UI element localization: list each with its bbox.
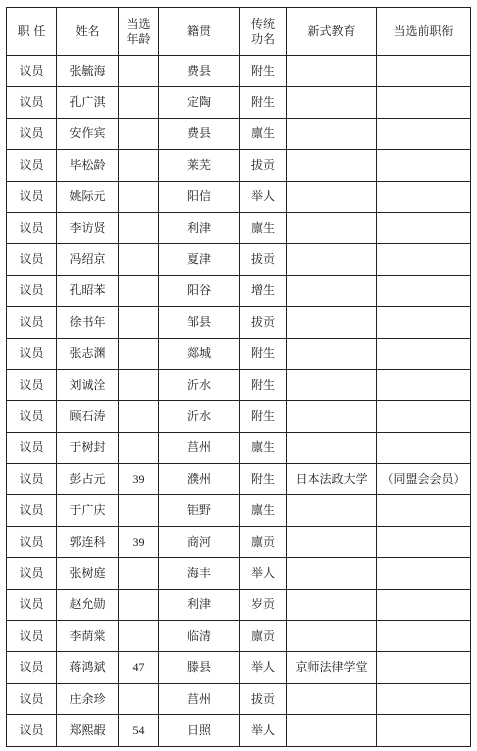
cell-traditional-degree: 拔贡 (240, 307, 287, 338)
header-name-text: 姓名 (75, 24, 100, 38)
header-modern-education-text: 新式教育 (307, 24, 356, 38)
cell-name: 安作宾 (57, 118, 119, 149)
cell-name: 刘诚洤 (57, 369, 119, 400)
cell-traditional-degree: 附生 (240, 56, 287, 87)
cell-prior-title (377, 589, 471, 620)
cell-name: 姚际元 (57, 181, 119, 212)
table-row (7, 558, 471, 589)
cell-name: 赵允勋 (57, 589, 119, 620)
cell-age (119, 87, 159, 118)
cell-age (119, 432, 159, 463)
cell-name: 顾石涛 (57, 401, 119, 432)
cell-position: 议员 (7, 369, 57, 400)
cell-position: 议员 (7, 464, 57, 495)
cell-prior-title (377, 401, 471, 432)
cell-age (119, 621, 159, 652)
cell-traditional-degree: 增生 (240, 275, 287, 306)
cell-native-place: 莒州 (159, 432, 240, 463)
cell-modern-education (287, 87, 377, 118)
cell-age (119, 495, 159, 526)
cell-position: 议员 (7, 495, 57, 526)
cell-prior-title (377, 558, 471, 589)
cell-age: 39 (119, 464, 159, 495)
cell-name: 毕松龄 (57, 150, 119, 181)
cell-native-place: 钜野 (159, 495, 240, 526)
cell-traditional-degree: 举人 (240, 652, 287, 683)
cell-prior-title (377, 338, 471, 369)
cell-age (119, 118, 159, 149)
cell-position: 议员 (7, 244, 57, 275)
table-row (7, 683, 471, 714)
cell-position: 议员 (7, 118, 57, 149)
cell-traditional-degree: 廪生 (240, 432, 287, 463)
cell-modern-education (287, 56, 377, 87)
cell-prior-title (377, 683, 471, 714)
cell-modern-education (287, 558, 377, 589)
cell-position: 议员 (7, 87, 57, 118)
cell-position: 议员 (7, 683, 57, 714)
cell-native-place: 邹县 (159, 307, 240, 338)
members-table (6, 7, 471, 747)
cell-name: 蒋鸿斌 (57, 652, 119, 683)
cell-prior-title (377, 212, 471, 243)
cell-native-place: 沂水 (159, 401, 240, 432)
cell-name: 冯绍京 (57, 244, 119, 275)
cell-position: 议员 (7, 307, 57, 338)
cell-position: 议员 (7, 150, 57, 181)
cell-modern-education (287, 683, 377, 714)
cell-age (119, 150, 159, 181)
header-traditional-degree (240, 8, 287, 56)
cell-age (119, 369, 159, 400)
document-page (6, 7, 471, 747)
cell-name: 张志渊 (57, 338, 119, 369)
cell-traditional-degree: 举人 (240, 715, 287, 746)
table-row (7, 56, 471, 87)
cell-prior-title (377, 275, 471, 306)
cell-native-place: 濮州 (159, 464, 240, 495)
table-header (7, 8, 471, 56)
table-row (7, 118, 471, 149)
table-row (7, 307, 471, 338)
cell-traditional-degree: 拔贡 (240, 244, 287, 275)
cell-modern-education (287, 589, 377, 620)
cell-name: 张树庭 (57, 558, 119, 589)
cell-name: 于广庆 (57, 495, 119, 526)
cell-prior-title (377, 150, 471, 181)
cell-prior-title (377, 118, 471, 149)
cell-age (119, 338, 159, 369)
table-row (7, 275, 471, 306)
cell-name: 郑熙嘏 (57, 715, 119, 746)
cell-age (119, 56, 159, 87)
cell-age (119, 401, 159, 432)
cell-native-place: 海丰 (159, 558, 240, 589)
cell-modern-education: 日本法政大学 (287, 464, 377, 495)
table-row (7, 495, 471, 526)
cell-position: 议员 (7, 212, 57, 243)
cell-traditional-degree: 附生 (240, 369, 287, 400)
cell-traditional-degree: 廪贡 (240, 526, 287, 557)
cell-age (119, 589, 159, 620)
cell-traditional-degree: 廪贡 (240, 621, 287, 652)
cell-name: 庄余珍 (57, 683, 119, 714)
cell-age (119, 307, 159, 338)
cell-native-place: 费县 (159, 118, 240, 149)
cell-native-place: 滕县 (159, 652, 240, 683)
cell-position: 议员 (7, 526, 57, 557)
header-row (7, 8, 471, 56)
table-row (7, 621, 471, 652)
table-row (7, 87, 471, 118)
cell-position: 议员 (7, 275, 57, 306)
cell-native-place: 商河 (159, 526, 240, 557)
cell-name: 孔广淇 (57, 87, 119, 118)
header-age-text: 年龄 (126, 31, 151, 46)
cell-position: 议员 (7, 621, 57, 652)
cell-name: 徐书年 (57, 307, 119, 338)
cell-name: 李荫棠 (57, 621, 119, 652)
cell-modern-education (287, 369, 377, 400)
cell-native-place: 定陶 (159, 87, 240, 118)
header-native-place-text: 籍贯 (186, 24, 211, 38)
cell-age: 54 (119, 715, 159, 746)
cell-modern-education (287, 338, 377, 369)
header-position-text: 职 任 (17, 24, 46, 38)
cell-native-place: 郯城 (159, 338, 240, 369)
cell-modern-education (287, 244, 377, 275)
cell-native-place: 临清 (159, 621, 240, 652)
cell-traditional-degree: 廪生 (240, 212, 287, 243)
cell-native-place: 日照 (159, 715, 240, 746)
table-row (7, 212, 471, 243)
cell-position: 议员 (7, 401, 57, 432)
cell-native-place: 莱芜 (159, 150, 240, 181)
table-row (7, 338, 471, 369)
cell-traditional-degree: 拔贡 (240, 150, 287, 181)
header-age-text: 当选 (126, 16, 151, 31)
cell-modern-education (287, 212, 377, 243)
table-body (7, 56, 471, 747)
table-row (7, 401, 471, 432)
cell-modern-education (287, 495, 377, 526)
cell-age (119, 275, 159, 306)
cell-position: 议员 (7, 432, 57, 463)
cell-prior-title (377, 715, 471, 746)
cell-traditional-degree: 廪生 (240, 118, 287, 149)
cell-prior-title (377, 526, 471, 557)
cell-age (119, 244, 159, 275)
cell-modern-education (287, 621, 377, 652)
header-traditional-degree-text: 功名 (250, 31, 275, 46)
table-row (7, 150, 471, 181)
cell-traditional-degree: 举人 (240, 181, 287, 212)
cell-native-place: 夏津 (159, 244, 240, 275)
cell-traditional-degree: 附生 (240, 401, 287, 432)
cell-modern-education (287, 715, 377, 746)
table-row (7, 432, 471, 463)
cell-position: 议员 (7, 715, 57, 746)
table-row (7, 464, 471, 495)
cell-modern-education (287, 275, 377, 306)
cell-prior-title (377, 244, 471, 275)
cell-age (119, 683, 159, 714)
cell-traditional-degree: 附生 (240, 87, 287, 118)
cell-position: 议员 (7, 338, 57, 369)
cell-position: 议员 (7, 56, 57, 87)
table-row (7, 369, 471, 400)
table-row (7, 526, 471, 557)
cell-position: 议员 (7, 181, 57, 212)
cell-traditional-degree: 附生 (240, 464, 287, 495)
cell-modern-education (287, 150, 377, 181)
header-modern-education (287, 8, 377, 56)
cell-native-place: 利津 (159, 212, 240, 243)
cell-modern-education: 京师法律学堂 (287, 652, 377, 683)
cell-prior-title (377, 369, 471, 400)
cell-traditional-degree: 廪生 (240, 495, 287, 526)
cell-prior-title (377, 181, 471, 212)
cell-native-place: 沂水 (159, 369, 240, 400)
cell-position: 议员 (7, 589, 57, 620)
cell-age: 39 (119, 526, 159, 557)
cell-name: 孔昭苯 (57, 275, 119, 306)
cell-age (119, 181, 159, 212)
cell-traditional-degree: 拔贡 (240, 683, 287, 714)
cell-modern-education (287, 432, 377, 463)
cell-native-place: 阳信 (159, 181, 240, 212)
cell-modern-education (287, 401, 377, 432)
table-row (7, 244, 471, 275)
cell-age (119, 212, 159, 243)
table-row (7, 181, 471, 212)
table-row (7, 589, 471, 620)
cell-prior-title (377, 621, 471, 652)
cell-prior-title: （同盟会会员） (377, 464, 471, 495)
cell-name: 张毓海 (57, 56, 119, 87)
header-prior-title (377, 8, 471, 56)
header-age (119, 8, 159, 56)
cell-native-place: 利津 (159, 589, 240, 620)
header-name (57, 8, 119, 56)
cell-position: 议员 (7, 652, 57, 683)
cell-name: 李访贤 (57, 212, 119, 243)
cell-traditional-degree: 岁贡 (240, 589, 287, 620)
cell-name: 郭连科 (57, 526, 119, 557)
cell-prior-title (377, 495, 471, 526)
cell-native-place: 莒州 (159, 683, 240, 714)
header-position (7, 8, 57, 56)
table-row (7, 652, 471, 683)
header-traditional-degree-text: 传统 (250, 16, 275, 31)
header-prior-title-text: 当选前职衔 (393, 24, 454, 38)
cell-age: 47 (119, 652, 159, 683)
cell-modern-education (287, 118, 377, 149)
header-native-place (159, 8, 240, 56)
table-row (7, 715, 471, 746)
cell-modern-education (287, 526, 377, 557)
cell-name: 彭占元 (57, 464, 119, 495)
cell-prior-title (377, 87, 471, 118)
cell-prior-title (377, 432, 471, 463)
cell-prior-title (377, 307, 471, 338)
cell-position: 议员 (7, 558, 57, 589)
cell-name: 于树封 (57, 432, 119, 463)
cell-native-place: 费县 (159, 56, 240, 87)
cell-prior-title (377, 652, 471, 683)
cell-age (119, 558, 159, 589)
cell-modern-education (287, 181, 377, 212)
cell-native-place: 阳谷 (159, 275, 240, 306)
cell-traditional-degree: 举人 (240, 558, 287, 589)
cell-prior-title (377, 56, 471, 87)
cell-traditional-degree: 附生 (240, 338, 287, 369)
cell-modern-education (287, 307, 377, 338)
